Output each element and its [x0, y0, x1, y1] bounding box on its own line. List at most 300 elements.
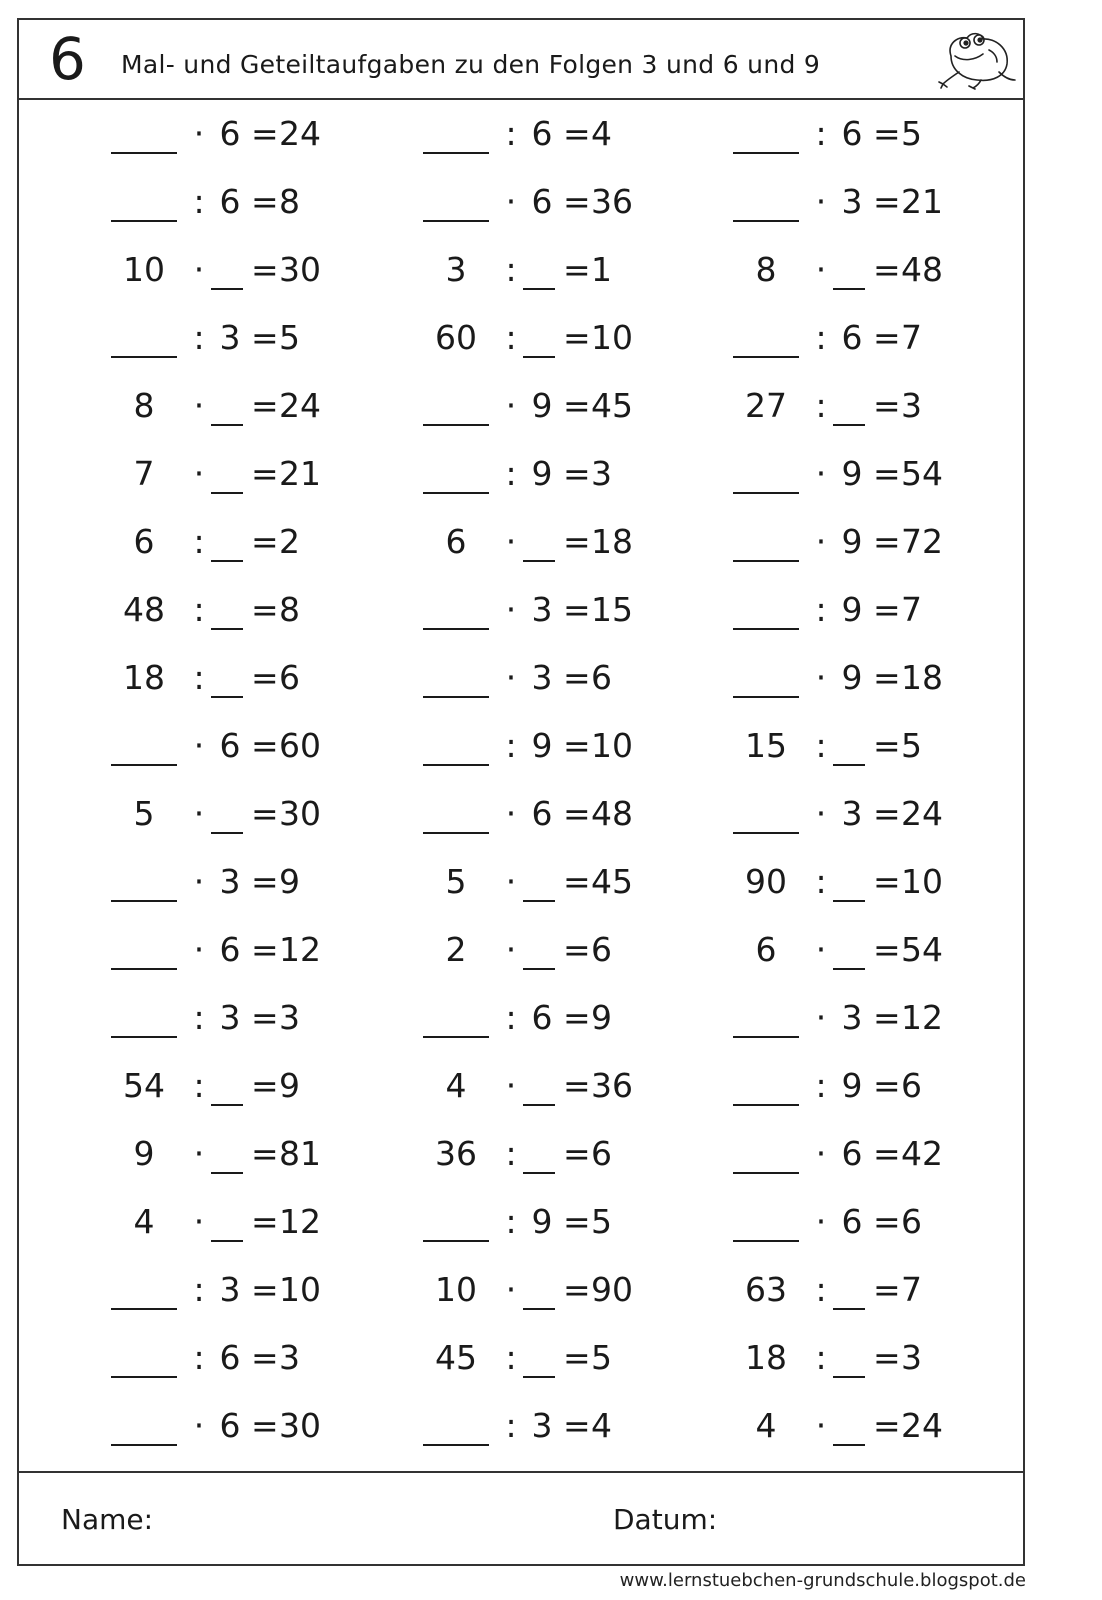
- task-item: [111, 998, 371, 1038]
- task-item: [111, 114, 371, 154]
- task-operand-b: 3: [841, 998, 863, 1037]
- answer-blank[interactable]: [111, 968, 177, 970]
- task-result: 10: [279, 1270, 321, 1309]
- answer-blank[interactable]: [733, 220, 799, 222]
- answer-blank[interactable]: [111, 1444, 177, 1446]
- task-item: [111, 1134, 371, 1174]
- answer-blank[interactable]: [111, 764, 177, 766]
- division-sign: :: [193, 1338, 205, 1377]
- task-operand-a: 10: [435, 1270, 477, 1309]
- task-result: 18: [901, 658, 943, 697]
- task-item: [733, 318, 993, 358]
- equals-sign: =: [251, 386, 279, 425]
- answer-blank[interactable]: [423, 764, 489, 766]
- answer-blank[interactable]: [111, 900, 177, 902]
- task-result: 10: [591, 726, 633, 765]
- task-item: [111, 522, 371, 562]
- task-operand-a: 8: [755, 250, 777, 289]
- answer-blank[interactable]: [111, 1376, 177, 1378]
- multiplication-sign: ·: [193, 1406, 205, 1445]
- equals-sign: =: [563, 794, 591, 833]
- multiplication-sign: ·: [193, 114, 205, 153]
- task-result: 7: [901, 590, 922, 629]
- task-item: [423, 1406, 683, 1446]
- division-sign: :: [193, 182, 205, 221]
- task-item: [733, 1202, 993, 1242]
- task-result: 9: [279, 1066, 300, 1105]
- multiplication-sign: ·: [815, 794, 827, 833]
- task-item: [111, 658, 371, 698]
- multiplication-sign: ·: [193, 454, 205, 493]
- task-operand-a: 4: [133, 1202, 155, 1241]
- division-sign: :: [815, 1338, 827, 1377]
- multiplication-sign: ·: [815, 182, 827, 221]
- division-sign: :: [505, 114, 517, 153]
- equals-sign: =: [251, 114, 279, 153]
- task-result: 6: [591, 1134, 612, 1173]
- task-result: 6: [901, 1202, 922, 1241]
- equals-sign: =: [873, 1406, 901, 1445]
- answer-blank[interactable]: [833, 764, 865, 766]
- task-result: 5: [901, 114, 922, 153]
- task-item: [423, 250, 683, 290]
- task-operand-b: 6: [531, 114, 553, 153]
- answer-blank[interactable]: [523, 560, 555, 562]
- task-result: 24: [901, 794, 943, 833]
- equals-sign: =: [251, 1270, 279, 1309]
- task-result: 42: [901, 1134, 943, 1173]
- task-item: [733, 182, 993, 222]
- task-operand-b: 9: [531, 386, 553, 425]
- task-item: [423, 182, 683, 222]
- equals-sign: =: [563, 182, 591, 221]
- multiplication-sign: ·: [815, 1202, 827, 1241]
- task-operand-b: 9: [531, 726, 553, 765]
- answer-blank[interactable]: [733, 1172, 799, 1174]
- task-operand-a: 4: [755, 1406, 777, 1445]
- equals-sign: =: [251, 1066, 279, 1105]
- task-operand-b: 9: [531, 1202, 553, 1241]
- task-item: [733, 862, 993, 902]
- task-result: 10: [901, 862, 943, 901]
- task-operand-b: 3: [841, 182, 863, 221]
- multiplication-sign: ·: [193, 726, 205, 765]
- task-item: [423, 726, 683, 766]
- division-sign: :: [815, 590, 827, 629]
- equals-sign: =: [563, 1406, 591, 1445]
- answer-blank[interactable]: [733, 628, 799, 630]
- task-operand-b: 6: [531, 794, 553, 833]
- division-sign: :: [505, 318, 517, 357]
- multiplication-sign: ·: [193, 386, 205, 425]
- task-operand-b: 6: [531, 998, 553, 1037]
- equals-sign: =: [873, 862, 901, 901]
- multiplication-sign: ·: [193, 1134, 205, 1173]
- task-item: [423, 590, 683, 630]
- task-item: [733, 726, 993, 766]
- multiplication-sign: ·: [193, 1202, 205, 1241]
- task-operand-b: 9: [841, 454, 863, 493]
- task-result: 7: [901, 1270, 922, 1309]
- task-operand-b: 6: [219, 726, 241, 765]
- task-result: 5: [591, 1338, 612, 1377]
- equals-sign: =: [251, 794, 279, 833]
- division-sign: :: [193, 1270, 205, 1309]
- equals-sign: =: [251, 998, 279, 1037]
- answer-blank[interactable]: [423, 696, 489, 698]
- task-item: [733, 794, 993, 834]
- answer-blank[interactable]: [211, 424, 243, 426]
- worksheet-footer: [19, 1471, 1023, 1566]
- answer-blank[interactable]: [523, 1172, 555, 1174]
- task-item: [111, 726, 371, 766]
- task-item: [733, 250, 993, 290]
- sheet-number: 6: [49, 25, 86, 93]
- answer-blank[interactable]: [833, 1376, 865, 1378]
- task-result: 30: [279, 1406, 321, 1445]
- division-sign: :: [193, 658, 205, 697]
- answer-blank[interactable]: [211, 492, 243, 494]
- division-sign: :: [815, 386, 827, 425]
- task-item: [111, 454, 371, 494]
- task-result: 9: [591, 998, 612, 1037]
- equals-sign: =: [563, 522, 591, 561]
- division-sign: :: [193, 998, 205, 1037]
- answer-blank[interactable]: [733, 560, 799, 562]
- answer-blank[interactable]: [111, 220, 177, 222]
- answer-blank[interactable]: [733, 696, 799, 698]
- task-result: 24: [279, 114, 321, 153]
- worksheet: [17, 18, 1025, 1566]
- division-sign: :: [193, 590, 205, 629]
- task-result: 45: [591, 862, 633, 901]
- task-result: 12: [279, 930, 321, 969]
- task-item: [423, 318, 683, 358]
- task-item: [111, 1406, 371, 1446]
- answer-blank[interactable]: [111, 1308, 177, 1310]
- task-operand-b: 3: [531, 658, 553, 697]
- division-sign: :: [193, 522, 205, 561]
- answer-blank[interactable]: [833, 1308, 865, 1310]
- division-sign: :: [815, 862, 827, 901]
- answer-blank[interactable]: [423, 220, 489, 222]
- task-operand-a: 2: [445, 930, 467, 969]
- task-result: 24: [901, 1406, 943, 1445]
- equals-sign: =: [251, 250, 279, 289]
- task-operand-a: 18: [123, 658, 165, 697]
- answer-blank[interactable]: [733, 1036, 799, 1038]
- equals-sign: =: [563, 998, 591, 1037]
- equals-sign: =: [251, 454, 279, 493]
- task-item: [423, 114, 683, 154]
- answer-blank[interactable]: [211, 628, 243, 630]
- task-item: [423, 1338, 683, 1378]
- task-item: [111, 930, 371, 970]
- answer-blank[interactable]: [833, 424, 865, 426]
- division-sign: :: [505, 454, 517, 493]
- answer-blank[interactable]: [523, 1308, 555, 1310]
- answer-blank[interactable]: [211, 832, 243, 834]
- answer-blank[interactable]: [423, 832, 489, 834]
- equals-sign: =: [563, 726, 591, 765]
- equals-sign: =: [563, 386, 591, 425]
- frog-icon: [937, 26, 1017, 90]
- answer-blank[interactable]: [523, 288, 555, 290]
- task-result: 81: [279, 1134, 321, 1173]
- equals-sign: =: [873, 794, 901, 833]
- task-operand-a: 18: [745, 1338, 787, 1377]
- answer-blank[interactable]: [833, 968, 865, 970]
- equals-sign: =: [873, 114, 901, 153]
- task-operand-a: 4: [445, 1066, 467, 1105]
- multiplication-sign: ·: [815, 522, 827, 561]
- task-item: [733, 1338, 993, 1378]
- multiplication-sign: ·: [505, 522, 517, 561]
- division-sign: :: [505, 250, 517, 289]
- task-item: [733, 522, 993, 562]
- division-sign: :: [815, 1270, 827, 1309]
- equals-sign: =: [873, 1270, 901, 1309]
- equals-sign: =: [873, 930, 901, 969]
- answer-blank[interactable]: [211, 1104, 243, 1106]
- task-result: 12: [279, 1202, 321, 1241]
- task-result: 2: [279, 522, 300, 561]
- task-operand-b: 9: [841, 1066, 863, 1105]
- multiplication-sign: ·: [815, 1406, 827, 1445]
- equals-sign: =: [873, 998, 901, 1037]
- multiplication-sign: ·: [815, 658, 827, 697]
- answer-blank[interactable]: [423, 1036, 489, 1038]
- answer-blank[interactable]: [423, 1240, 489, 1242]
- task-item: [111, 250, 371, 290]
- equals-sign: =: [251, 658, 279, 697]
- task-item: [733, 1134, 993, 1174]
- answer-blank[interactable]: [111, 1036, 177, 1038]
- equals-sign: =: [873, 454, 901, 493]
- task-item: [423, 658, 683, 698]
- equals-sign: =: [563, 1066, 591, 1105]
- answer-blank[interactable]: [523, 968, 555, 970]
- task-result: 10: [591, 318, 633, 357]
- task-result: 90: [591, 1270, 633, 1309]
- task-result: 3: [901, 386, 922, 425]
- multiplication-sign: ·: [193, 250, 205, 289]
- answer-blank[interactable]: [423, 424, 489, 426]
- task-item: [111, 318, 371, 358]
- multiplication-sign: ·: [815, 998, 827, 1037]
- task-result: 54: [901, 454, 943, 493]
- equals-sign: =: [873, 658, 901, 697]
- task-operand-a: 6: [755, 930, 777, 969]
- equals-sign: =: [563, 318, 591, 357]
- equals-sign: =: [873, 182, 901, 221]
- task-operand-a: 45: [435, 1338, 477, 1377]
- task-result: 54: [901, 930, 943, 969]
- equals-sign: =: [251, 318, 279, 357]
- task-item: [423, 386, 683, 426]
- task-result: 36: [591, 182, 633, 221]
- equals-sign: =: [251, 1406, 279, 1445]
- task-item: [423, 998, 683, 1038]
- task-result: 3: [591, 454, 612, 493]
- multiplication-sign: ·: [815, 250, 827, 289]
- task-operand-a: 63: [745, 1270, 787, 1309]
- task-result: 6: [901, 1066, 922, 1105]
- answer-blank[interactable]: [733, 152, 799, 154]
- worksheet-title: Mal- und Geteiltaufgaben zu den Folgen 3 und 6 und 9: [121, 50, 821, 79]
- multiplication-sign: ·: [193, 794, 205, 833]
- task-operand-b: 3: [841, 794, 863, 833]
- answer-blank[interactable]: [423, 492, 489, 494]
- answer-blank[interactable]: [523, 900, 555, 902]
- answer-blank[interactable]: [211, 1240, 243, 1242]
- answer-blank[interactable]: [211, 288, 243, 290]
- task-operand-a: 9: [133, 1134, 155, 1173]
- answer-blank[interactable]: [423, 628, 489, 630]
- answer-blank[interactable]: [523, 1376, 555, 1378]
- task-item: [111, 1338, 371, 1378]
- division-sign: :: [505, 998, 517, 1037]
- task-operand-b: 6: [219, 1338, 241, 1377]
- task-item: [111, 1202, 371, 1242]
- task-item: [733, 1406, 993, 1446]
- equals-sign: =: [563, 114, 591, 153]
- answer-blank[interactable]: [733, 1104, 799, 1106]
- task-operand-b: 6: [219, 1406, 241, 1445]
- task-operand-b: 6: [219, 182, 241, 221]
- answer-blank[interactable]: [833, 288, 865, 290]
- task-grid: [19, 98, 1023, 1471]
- multiplication-sign: ·: [815, 1134, 827, 1173]
- worksheet-header: [19, 20, 1023, 100]
- task-item: [733, 454, 993, 494]
- task-item: [423, 1270, 683, 1310]
- division-sign: :: [505, 1406, 517, 1445]
- answer-blank[interactable]: [111, 152, 177, 154]
- division-sign: :: [193, 1066, 205, 1105]
- task-operand-a: 6: [133, 522, 155, 561]
- multiplication-sign: ·: [505, 386, 517, 425]
- task-operand-b: 6: [841, 318, 863, 357]
- task-operand-b: 9: [841, 522, 863, 561]
- division-sign: :: [193, 318, 205, 357]
- task-result: 7: [901, 318, 922, 357]
- task-result: 30: [279, 250, 321, 289]
- answer-blank[interactable]: [111, 356, 177, 358]
- answer-blank[interactable]: [211, 696, 243, 698]
- task-operand-a: 54: [123, 1066, 165, 1105]
- task-result: 8: [279, 182, 300, 221]
- equals-sign: =: [563, 1134, 591, 1173]
- equals-sign: =: [873, 590, 901, 629]
- task-item: [111, 1270, 371, 1310]
- equals-sign: =: [563, 930, 591, 969]
- task-result: 48: [591, 794, 633, 833]
- task-item: [111, 182, 371, 222]
- task-result: 24: [279, 386, 321, 425]
- task-result: 30: [279, 794, 321, 833]
- equals-sign: =: [563, 590, 591, 629]
- task-item: [111, 386, 371, 426]
- answer-blank[interactable]: [733, 1240, 799, 1242]
- equals-sign: =: [563, 250, 591, 289]
- task-operand-a: 6: [445, 522, 467, 561]
- task-item: [423, 454, 683, 494]
- equals-sign: =: [251, 1134, 279, 1173]
- equals-sign: =: [251, 862, 279, 901]
- website-url: www.lernstuebchen-grundschule.blogspot.de: [619, 1570, 1026, 1591]
- task-result: 15: [591, 590, 633, 629]
- equals-sign: =: [873, 250, 901, 289]
- division-sign: :: [505, 726, 517, 765]
- task-item: [733, 1270, 993, 1310]
- division-sign: :: [815, 1066, 827, 1105]
- answer-blank[interactable]: [733, 832, 799, 834]
- equals-sign: =: [563, 658, 591, 697]
- answer-blank[interactable]: [523, 356, 555, 358]
- equals-sign: =: [873, 1134, 901, 1173]
- answer-blank[interactable]: [423, 152, 489, 154]
- task-item: [423, 862, 683, 902]
- task-operand-a: 36: [435, 1134, 477, 1173]
- equals-sign: =: [563, 454, 591, 493]
- multiplication-sign: ·: [505, 1066, 517, 1105]
- equals-sign: =: [251, 590, 279, 629]
- task-result: 9: [279, 862, 300, 901]
- answer-blank[interactable]: [733, 492, 799, 494]
- answer-blank[interactable]: [523, 1104, 555, 1106]
- task-operand-b: 3: [219, 318, 241, 357]
- answer-blank[interactable]: [833, 1444, 865, 1446]
- answer-blank[interactable]: [423, 1444, 489, 1446]
- equals-sign: =: [873, 522, 901, 561]
- task-operand-a: 10: [123, 250, 165, 289]
- equals-sign: =: [251, 522, 279, 561]
- answer-blank[interactable]: [211, 560, 243, 562]
- answer-blank[interactable]: [211, 1172, 243, 1174]
- task-result: 3: [279, 1338, 300, 1377]
- answer-blank[interactable]: [833, 900, 865, 902]
- task-item: [733, 658, 993, 698]
- multiplication-sign: ·: [505, 794, 517, 833]
- division-sign: :: [505, 1134, 517, 1173]
- task-item: [111, 862, 371, 902]
- multiplication-sign: ·: [505, 590, 517, 629]
- equals-sign: =: [873, 1338, 901, 1377]
- equals-sign: =: [873, 318, 901, 357]
- equals-sign: =: [563, 1270, 591, 1309]
- task-operand-b: 9: [841, 590, 863, 629]
- task-result: 4: [591, 1406, 612, 1445]
- task-item: [733, 590, 993, 630]
- task-item: [423, 522, 683, 562]
- equals-sign: =: [563, 1338, 591, 1377]
- task-operand-b: 3: [219, 862, 241, 901]
- task-result: 6: [591, 658, 612, 697]
- equals-sign: =: [251, 182, 279, 221]
- answer-blank[interactable]: [733, 356, 799, 358]
- multiplication-sign: ·: [193, 862, 205, 901]
- task-result: 48: [901, 250, 943, 289]
- task-result: 12: [901, 998, 943, 1037]
- task-item: [423, 1202, 683, 1242]
- task-operand-b: 6: [841, 1202, 863, 1241]
- task-result: 1: [591, 250, 612, 289]
- task-operand-b: 6: [841, 1134, 863, 1173]
- task-operand-a: 48: [123, 590, 165, 629]
- equals-sign: =: [251, 726, 279, 765]
- task-operand-b: 6: [841, 114, 863, 153]
